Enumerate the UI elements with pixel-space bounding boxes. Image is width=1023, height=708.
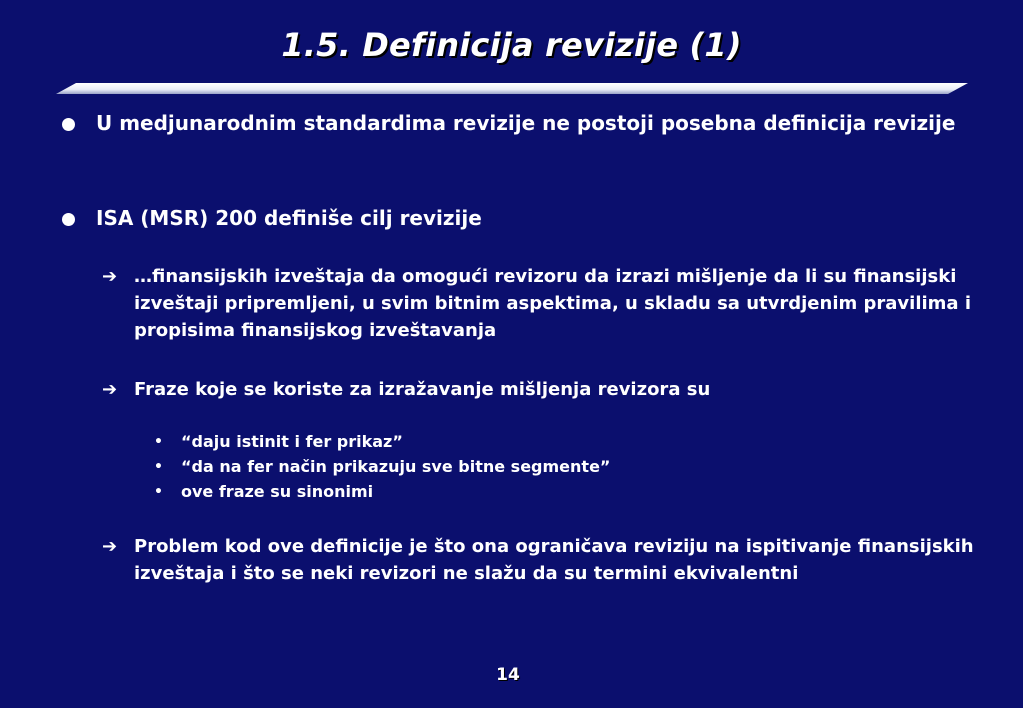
slide-title: 1.5. Definicija revizije (1) <box>281 26 742 64</box>
sub-item-text: …finansijskih izveštaja da omogući revizoru da izrazi mišljenje da li su finansijski izveštaji pripremljeni, u svim bitnim aspektima, u skladu sa utvrdjenim pravilima i propisima finansijskog izveštavanja <box>134 266 972 341</box>
phrase-item <box>154 480 941 504</box>
arrow-right-icon: ➔ <box>102 536 118 557</box>
arrow-right-icon: ➔ <box>102 379 118 400</box>
page-number: 14 <box>496 665 520 685</box>
sub-item <box>102 533 984 587</box>
sub-item <box>102 263 984 344</box>
sub-item <box>102 376 984 403</box>
arrow-right-icon: ➔ <box>102 266 118 287</box>
small-bullet-icon: • <box>154 484 163 500</box>
bullet-text: U medjunarodnim standardima revizije ne postoji posebna definicija revizije <box>96 111 956 135</box>
bullet-text: ISA (MSR) 200 definiše cilj revizije <box>96 206 482 230</box>
phrase-text: ove fraze su sinonimi <box>181 482 374 501</box>
phrase-text: “da na fer način prikazuju sve bitne segmente” <box>181 457 611 476</box>
small-bullet-icon: • <box>154 434 163 450</box>
phrase-item <box>154 455 941 479</box>
phrase-text: “daju istinit i fer prikaz” <box>181 432 403 451</box>
small-bullet-icon: • <box>154 459 163 475</box>
round-bullet-icon <box>62 118 75 131</box>
bullet-item <box>96 203 956 233</box>
sub-item-text: Fraze koje se koriste za izražavanje mišljenja revizora su <box>134 379 711 400</box>
sub-item-text: Problem kod ove definicije je što ona ograničava reviziju na ispitivanje finansijskih izveštaja i što se neki revizori ne slažu da su termini ekvivalentni <box>134 536 974 584</box>
round-bullet-icon <box>62 213 75 226</box>
phrase-item <box>154 430 941 454</box>
bullet-item <box>96 108 956 138</box>
